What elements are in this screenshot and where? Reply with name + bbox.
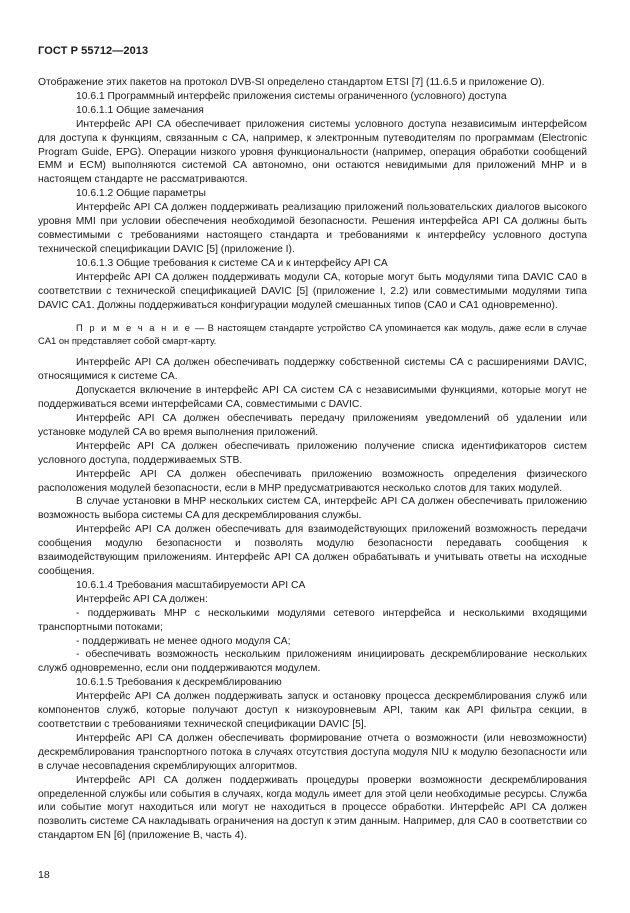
document-header: ГОСТ Р 55712—2013 [38, 45, 149, 57]
section-heading: 10.6.1.2 Общие параметры [76, 188, 206, 200]
note-label: П р и м е ч а н и е [76, 322, 192, 334]
paragraph: Интерфейс API CA должен обеспечивать приложению возможность определения физического расположения модулей безопасности, если в MHP предусматриваются несколько слотов для таких модулей. [38, 468, 587, 494]
paragraph: В случае установки в MHP нескольких систем CA, интерфейс API CA должен обеспечивать приложению возможность выбора системы CA для дескремблирования службы. [38, 496, 587, 522]
paragraph: Допускается включение в интерфейс API CA систем CA с независимыми функциями, которые могут не поддерживаться всеми интерфейсами CA, совместимыми с DAVIC. [38, 385, 587, 411]
list-item: - поддерживать не менее одного модуля CA; [76, 635, 291, 647]
section-heading: 10.6.1 Программный интерфейс приложения системы ограниченного (условного) доступа [76, 90, 507, 102]
list-item: - поддерживать MHP с несколькими модулями сетевого интерфейса и несколькими входящими транспортными потоками; [38, 607, 587, 633]
section-heading: 10.6.1.5 Требования к дескремблированию [76, 677, 282, 689]
document-body [38, 76, 587, 843]
paragraph: Интерфейс API CA должен: [76, 593, 208, 605]
paragraph: Интерфейс API CA должен обеспечивать поддержку собственной системы CA с расширениями DAVIC, относящимися к системе CA. [38, 357, 587, 383]
note [38, 321, 587, 347]
paragraph: Интерфейс API CA должен поддерживать процедуры проверки возможности дескремблирования определенной службы или события в случаях, когда модуль имеет для этой цели необходимые ресурсы. Служба или событие могут находиться или могут не находиться в процессе обработки. Интерфейс API CA должен позволить системе CA накладывать ограничения на доступ к этим данным. Например, для CA0 в соответствии со стандартом EN [6] (приложение B, часть 4). [38, 774, 587, 842]
note-text: — В настоящем стандарте устройство CA упоминается как модуль, даже если в случае CA1 он представляет собой смарт-карту. [38, 322, 587, 347]
paragraph: Интерфейс API CA должен поддерживать запуск и остановку процесса дескремблирования служб или компонентов служб, которые получают доступ к низкоуровневым API, таким как API фильтра секции, в соответствии с требованиями технической спецификации DAVIC [5]. [38, 691, 587, 730]
paragraph: Отображение этих пакетов на протокол DVB-SI определено стандартом ETSI [7] (11.6.5 и приложение О). [38, 77, 545, 88]
paragraph: Интерфейс API CA должен обеспечивать для взаимодействующих приложений возможность передачи сообщения модулю безопасности и позволять модулю безопасности передавать сообщения к взаимодействующим приложениям. Интерфейс API CA должен обрабатывать и учитывать ответы на исходные сообщения. [38, 524, 587, 577]
page-number: 18 [38, 869, 50, 881]
paragraph: Интерфейс API CA должен поддерживать реализацию приложений пользовательских диалогов высокого уровня MMI при условии обеспечения необходимой безопасности. Решения интерфейса API CA должны быть совместимыми с требованиями настоящего стандарта и требованиями к интерфейсу условного доступа технической спецификации DAVIC [5] (приложение I). [38, 202, 587, 255]
paragraph: Интерфейс API CA должен обеспечивать передачу приложениям уведомлений об удалении или установке модулей CA во время выполнения приложений. [38, 413, 587, 438]
paragraph: Интерфейс API CA обеспечивает приложения системы условного доступа независимым интерфейсом для доступа к функциям, связанным с CA, например, к электронным путеводителям по программам (Electronic Program Guide, EPG). Операции низкого уровня функциональности (например, операция обработки сообщений EMM и ECM) выполняются системой CA автономно, они остаются невидимыми для приложений MHP и в настоящем стандарте не рассматриваются. [38, 118, 587, 186]
list-item: - обеспечивать возможность нескольким приложениям инициировать дескремблирование нескольких служб одновременно, если они поддерживаются модулем. [38, 649, 587, 675]
section-heading: 10.6.1.3 Общие требования к системе CA и к интерфейсу API CA [76, 257, 388, 269]
section-heading: 10.6.1.4 Требования масштабируемости API CA [76, 579, 306, 591]
paragraph: Интерфейс API CA должен поддерживать модули CA, которые могут быть модулями типа DAVIC CA0 в соответствии с технической спецификацией DAVIC [5] (приложение I, 2.2) или совместимыми модулями типа DAVIC CA1. Должны поддерживаться конфигурации модулей смешанных типов (CA0 и CA1 одновременно). [38, 271, 587, 311]
paragraph: Интерфейс API CA должен обеспечивать формирование отчета о возможности (или невозможности) дескремблирования транспортного потока в случаях отсутствия доступа модуля NIU к модулю безопасности или в случае несовпадения скремблирующих алгоритмов. [38, 732, 587, 772]
section-heading: 10.6.1.1 Общие замечания [76, 104, 204, 116]
paragraph: Интерфейс API CA должен обеспечивать приложению получение списка идентификаторов систем условного доступа, поддерживаемых STB. [38, 440, 587, 466]
